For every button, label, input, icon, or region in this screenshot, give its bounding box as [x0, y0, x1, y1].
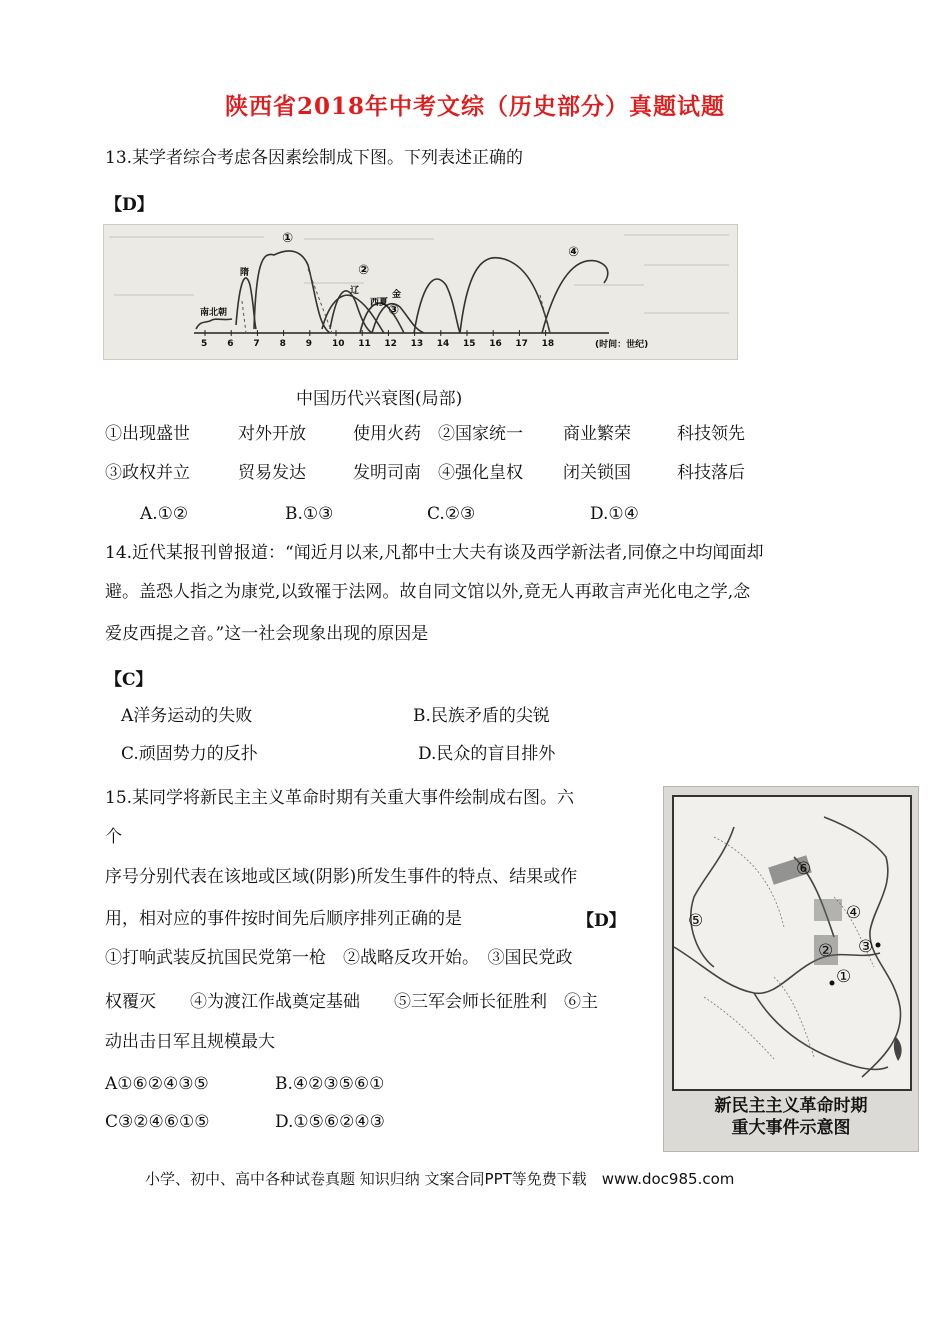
q15-line-4: 用，相对应的事件按时间先后顺序排列正确的是	[105, 909, 462, 929]
q14-line-3: 爱皮西提之音。”这一社会现象出现的原因是	[105, 624, 429, 644]
revolution-map-figure	[663, 786, 919, 1152]
q14-options-row1	[121, 704, 621, 728]
q15-option-a: A①⑥②④③⑤	[105, 1074, 209, 1094]
map-marker-6: ⑥	[796, 859, 812, 879]
chart-marker: ④	[568, 245, 580, 260]
tick-label: 6	[227, 339, 234, 349]
q13-row2-item: ④强化皇权	[438, 463, 523, 483]
q13-row-1	[105, 422, 805, 446]
map-title-line-1: 新民主主义革命时期	[714, 1096, 868, 1116]
map-drawing	[674, 797, 910, 1089]
tick-label: 13	[410, 339, 424, 349]
q13-row-2	[105, 461, 805, 485]
q13-row2-item: ③政权并立	[105, 463, 190, 483]
q15-answer: 【D】	[577, 911, 626, 931]
map-marker-5: ⑤	[688, 911, 704, 931]
q15-line-2: 个	[105, 827, 122, 847]
tick-label: 9	[305, 339, 313, 349]
curve-ming	[460, 258, 550, 333]
map-marker-1: ①	[836, 967, 852, 987]
tick-label: 10	[332, 339, 345, 349]
q13-option-a: A.①②	[140, 504, 189, 524]
curve-sui	[236, 278, 256, 329]
map-marker-2: ②	[818, 941, 834, 961]
rise-fall-chart	[103, 224, 738, 360]
q13-row1-item: ②国家统一	[438, 424, 523, 444]
period-label: 金	[392, 290, 402, 300]
q14-option-a: A洋务运动的失败	[121, 706, 253, 726]
q13-row1-item: 使用火药	[353, 424, 421, 444]
q14-line-2: 避。盖恐人指之为康党,以致罹于法网。故自同文馆以外,竟无人再敢言声光化电之学,念	[105, 582, 751, 602]
q13-row1-item: 对外开放	[238, 424, 306, 444]
q13-option-b: B.①③	[285, 504, 334, 524]
map-title-line-2: 重大事件示意图	[731, 1118, 851, 1138]
q13-row2-item: 闭关锁国	[563, 463, 631, 483]
q15-options-row1	[105, 1072, 605, 1096]
period-label: 南北朝	[200, 308, 228, 318]
location-dot	[876, 943, 881, 948]
q13-option-d: D.①④	[590, 504, 639, 524]
q15-line-6: 权覆灭 ④为渡江作战奠定基础 ⑤三军会师长征胜利 ⑥主	[105, 992, 598, 1012]
taiwan-island	[894, 1037, 902, 1061]
axis-label: (时间：世纪)	[595, 340, 649, 350]
map-frame	[672, 795, 912, 1091]
curve-yuan	[414, 279, 460, 333]
q13-row1-item: 科技领先	[677, 424, 745, 444]
q15-option-c: C③②④⑥①⑤	[105, 1112, 210, 1132]
q15-option-b: B.④②③⑤⑥①	[275, 1074, 385, 1094]
curve-tang	[254, 251, 330, 333]
curve-nanbeichao	[196, 319, 232, 329]
q14-line-1: 14.近代某报刊曾报道：“闻近月以来,凡都中士大夫有谈及西学新法者,同僚之中均闻面却	[105, 543, 764, 563]
period-label: 辽	[350, 286, 360, 296]
curve-qing	[542, 261, 608, 333]
tick-label: 11	[358, 339, 371, 349]
tick-label: 17	[515, 339, 528, 349]
q13-row1-item: ①出现盛世	[105, 424, 190, 444]
tick-label: 12	[384, 339, 397, 349]
q14-options-row2	[121, 742, 621, 766]
shaded-region-4	[814, 899, 842, 921]
background-text-noise	[109, 235, 729, 313]
tick-label: 16	[489, 339, 502, 349]
q13-row2-item: 发明司南	[353, 463, 421, 483]
dashed-decline-lines	[242, 269, 550, 333]
tick-label: 8	[279, 339, 286, 349]
q13-row2-item: 科技落后	[677, 463, 745, 483]
q13-answer: 【D】	[105, 195, 154, 215]
period-label: 隋	[240, 268, 250, 278]
tick-label: 7	[253, 339, 260, 349]
footer-text: 小学、初中、高中各种试卷真题 知识归纳 文案合同PPT等免费下载 www.doc985.com	[145, 1170, 735, 1188]
q13-row2-item: 贸易发达	[238, 463, 306, 483]
dynasty-curves	[196, 251, 608, 333]
q14-option-b: B.民族矛盾的尖锐	[413, 706, 550, 726]
map-marker-3: ③	[858, 937, 874, 957]
q13-stem: 13.某学者综合考虑各因素绘制成下图。下列表述正确的	[105, 148, 524, 168]
q15-line-7: 动出击日军且规模最大	[105, 1032, 275, 1052]
tick-label: 14	[436, 339, 450, 349]
q15-options-row2	[105, 1110, 605, 1134]
q13-options	[140, 502, 740, 526]
curve-song	[330, 291, 372, 333]
q13-figure-caption: 中国历代兴衰图(局部)	[296, 389, 463, 409]
chart-marker: ②	[358, 263, 370, 278]
q15-option-d: D.①⑤⑥②④③	[275, 1112, 385, 1132]
q15-line-5: ①打响武装反抗国民党第一枪 ②战略反攻开始。 ③国民党政	[105, 948, 573, 968]
q15-line-3: 序号分别代表在该地或区域(阴影)所发生事件的特点、结果或作	[105, 867, 578, 887]
chart-marker: ①	[282, 231, 294, 246]
q14-option-c: C.顽固势力的反扑	[121, 744, 258, 764]
location-dot	[830, 981, 835, 986]
q14-option-d: D.民众的盲目排外	[418, 744, 556, 764]
q13-option-c: C.②③	[427, 504, 476, 524]
period-label: 西夏	[370, 298, 389, 308]
tick-label: 18	[541, 339, 555, 349]
chart-marker: ③	[388, 303, 400, 318]
q15-line-1: 15.某同学将新民主主义革命时期有关重大事件绘制成右图。六	[105, 788, 575, 808]
q13-row1-item: 商业繁荣	[563, 424, 631, 444]
page-title: 陕西省2018年中考文综（历史部分）真题试题	[224, 93, 725, 120]
q14-answer: 【C】	[105, 670, 153, 690]
map-marker-4: ④	[846, 903, 862, 923]
tick-label: 5	[201, 339, 208, 349]
map-title	[664, 1095, 918, 1139]
tick-label: 15	[463, 339, 476, 349]
